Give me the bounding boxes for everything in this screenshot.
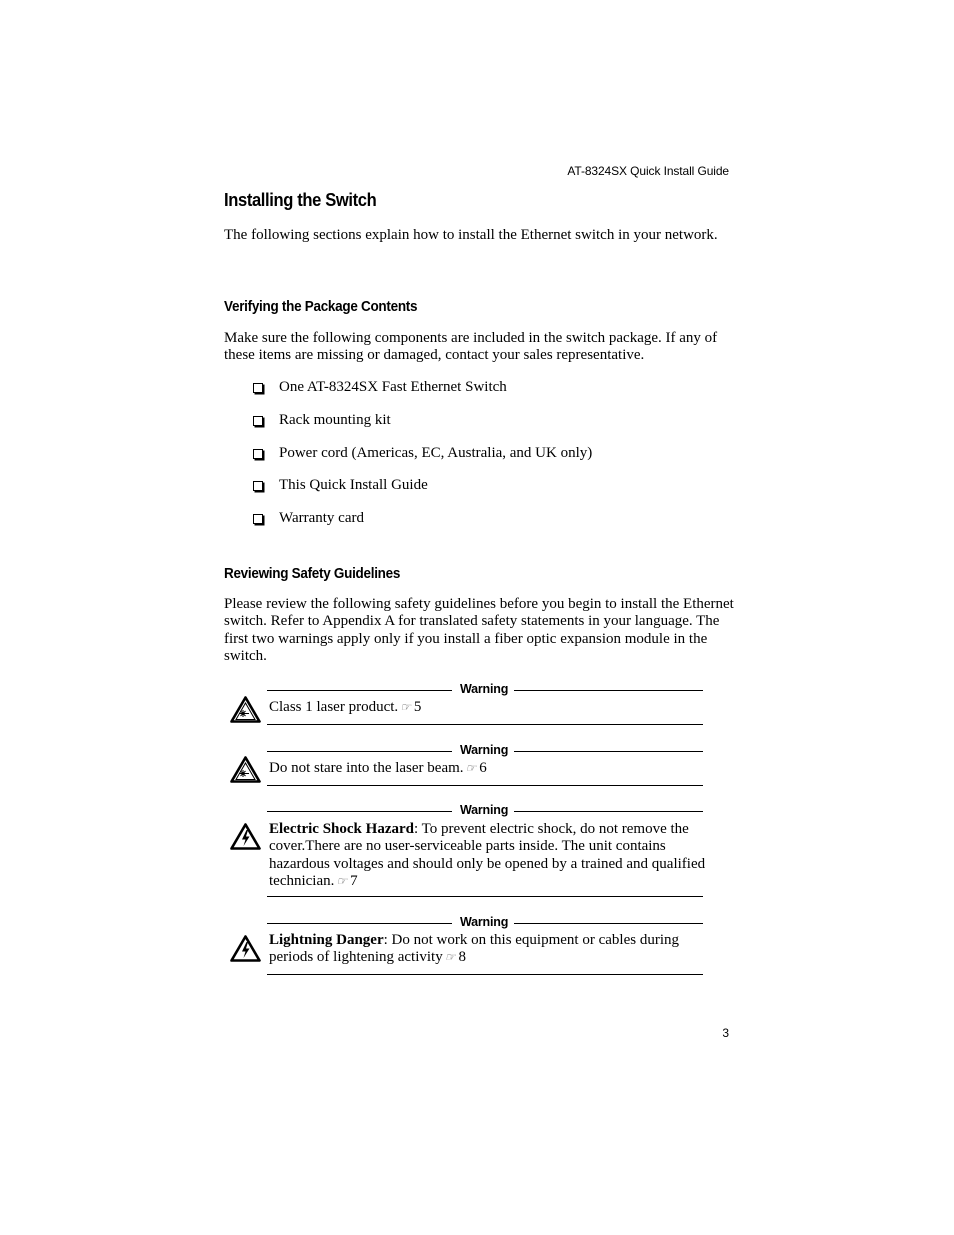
warning-text: Electric Shock Hazard: To prevent electric shock, do not remove the cover.There are no user-serviceable parts inside. The unit contains hazardous voltages and should only be opened by a trained and qualified technician. ☞ 7	[269, 821, 706, 889]
checkbox-icon	[253, 514, 263, 524]
package-heading: Verifying the Package Contents	[224, 299, 418, 315]
warning-title: Warning	[267, 684, 703, 698]
reference-pointer-icon: ☞	[444, 950, 456, 965]
safety-intro: Please review the following safety guidelines before you begin to install the Ethernet switch. Refer to Appendix A for translated safety statements in your language. The first two warnings apply only if you install a fiber optic expansion module in the switch.	[224, 596, 734, 664]
page-number: 3	[722, 1026, 729, 1040]
section-intro: The following sections explain how to install the Ethernet switch in your network.	[224, 227, 718, 243]
section-title: Installing the Switch	[224, 190, 377, 210]
list-item: Power cord (Americas, EC, Australia, and UK only)	[252, 444, 592, 477]
list-item: Rack mounting kit	[252, 411, 592, 444]
warning-text: Do not stare into the laser beam. ☞ 6	[269, 760, 487, 776]
warning-text: Class 1 laser product. ☞ 5	[269, 699, 422, 715]
checkbox-icon	[253, 383, 263, 393]
warning-lightning	[226, 917, 703, 979]
safety-heading: Reviewing Safety Guidelines	[224, 566, 401, 582]
electric-hazard-icon	[230, 935, 261, 962]
checkbox-icon	[253, 449, 263, 459]
checkbox-icon	[253, 416, 263, 426]
warning-text: Lightning Danger: Do not work on this equipment or cables during periods of lightening activity ☞ 8	[269, 932, 679, 966]
warning-title: Warning	[267, 917, 703, 931]
checkbox-icon	[253, 481, 263, 491]
laser-warning-icon	[230, 756, 261, 783]
laser-warning-icon	[230, 696, 261, 723]
electric-hazard-icon	[230, 823, 261, 850]
list-item: One AT-8324SX Fast Ethernet Switch	[252, 378, 592, 411]
warning-electric-shock	[226, 803, 706, 901]
reference-pointer-icon: ☞	[465, 761, 477, 775]
list-item: This Quick Install Guide	[252, 476, 592, 509]
running-header: AT-8324SX Quick Install Guide	[567, 164, 729, 178]
package-checklist	[252, 378, 592, 542]
list-item: Warranty card	[252, 509, 592, 542]
reference-pointer-icon: ☞	[336, 873, 348, 888]
warning-title: Warning	[267, 745, 703, 759]
warning-title: Warning	[267, 805, 703, 819]
warning-laser-class	[226, 684, 703, 728]
reference-pointer-icon: ☞	[400, 700, 411, 714]
package-intro: Make sure the following components are included in the switch package. If any of these items are missing or damaged, contact your sales representative.	[224, 330, 718, 364]
warning-laser-beam	[226, 745, 703, 789]
